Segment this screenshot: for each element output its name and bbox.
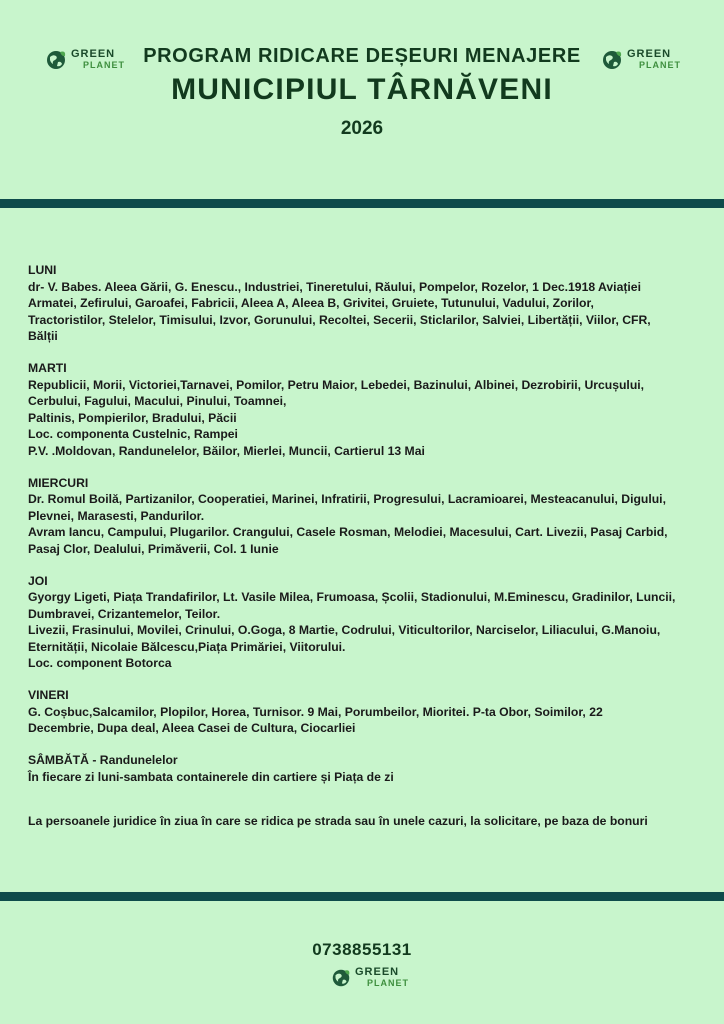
street-line: Loc. componenta Custelnic, Rampei (28, 427, 238, 441)
section-joi (28, 573, 700, 672)
street-line: Bălții (28, 329, 58, 343)
day-heading: JOI (28, 573, 48, 588)
logo-right (600, 48, 681, 72)
logo-word-planet: PLANET (367, 978, 409, 988)
day-heading: SÂMBĂTĂ - Randunelelor (28, 753, 178, 767)
title-year: 2026 (340, 118, 384, 139)
street-line: Eternității, Nicolaie Bălcescu,Piața Primăriei, Viitorului. (28, 639, 346, 654)
logo-word-green: GREEN (71, 48, 116, 60)
section-luni (28, 262, 700, 345)
street-line: Loc. component Botorca (28, 656, 172, 670)
street-line: P.V. .Moldovan, Randunelelor, Băilor, Mierlei, Muncii, Cartierul 13 Mai (28, 443, 425, 458)
day-heading: LUNI (28, 263, 57, 277)
day-heading: VINERI (28, 688, 69, 702)
globe-leaf-icon (330, 967, 352, 989)
street-line: Dr. Romul Boilă, Partizanilor, Cooperatiei, Marinei, Infratirii, Progresului, Lacramioarei, Mesteacanului, Digului, (28, 492, 666, 506)
legal-entities-note: La persoanele juridice în ziua în care se ridica pe strada sau în unele cazuri, la solicitare, pe baza de bonuri (28, 814, 648, 828)
street-line: Armatei, Zefirului, Garoafei, Fabricii, Aleea A, Aleea B, Grivitei, Gruiete, Tutunului, Vadului, Zorilor, (28, 296, 594, 310)
logo-word-green: GREEN (627, 48, 672, 60)
title-program: PROGRAM RIDICARE DEȘEURI MENAJERE (143, 45, 581, 67)
globe-leaf-icon (600, 48, 624, 72)
divider-bottom (0, 892, 724, 901)
section-marti (28, 360, 700, 459)
section-sambata (28, 752, 700, 830)
street-line: Decembrie, Dupa deal, Aleea Casei de Cultura, Ciocarliei (28, 721, 356, 735)
street-line: Avram Iancu, Campului, Plugarilor. Crangului, Casele Rosman, Melodiei, Macesului, Cart. Livezii, Pasaj Carbid, (28, 525, 668, 539)
street-line: Republicii, Morii, Victoriei,Tarnavei, Pomilor, Petru Maior, Lebedei, Bazinului, Albinei, Dezrobirii, Urcușului, (28, 377, 645, 392)
logo-word-planet: PLANET (83, 60, 125, 70)
street-line: Plevnei, Marasesti, Pandurilor. (28, 508, 205, 523)
street-line: Pasaj Clor, Dealului, Primăverii, Col. 1 Iunie (28, 541, 279, 556)
street-line: Gyorgy Ligeti, Piața Trandafirilor, Lt. Vasile Milea, Frumoasa, Școlii, Stadionului, M.Eminescu, Gradinilor, Luncii, (28, 590, 676, 604)
title-municipality: MUNICIPIUL TÂRNĂVENI (171, 73, 553, 106)
street-line: Paltinis, Pompierilor, Bradului, Păcii (28, 410, 237, 425)
street-line: Cerbului, Fagului, Macului, Pinului, Toamnei, (28, 394, 287, 408)
day-heading: MIERCURI (28, 475, 89, 490)
phone-number: 0738855131 (312, 940, 412, 959)
logo-word-green: GREEN (355, 966, 400, 978)
street-line: G. Coșbuc,Salcamilor, Plopilor, Horea, Turnisor. 9 Mai, Porumbeilor, Mioritei. P-ta Obor, Soimilor, 22 (28, 704, 603, 719)
schedule (28, 262, 700, 845)
street-line: dr- V. Babes. Aleea Gării, G. Enescu., Industriei, Tineretului, Răului, Pompelor, Rozelor, 1 Dec.1918 Aviației (28, 279, 641, 294)
divider-top (0, 199, 724, 208)
day-heading: MARTI (28, 361, 67, 375)
logo-word-planet: PLANET (639, 60, 681, 70)
logo-bottom (330, 967, 409, 989)
section-vineri (28, 687, 700, 737)
section-miercuri (28, 475, 700, 558)
header (0, 0, 724, 200)
street-line: În fiecare zi luni-sambata containerele din cartiere și Piața de zi (28, 769, 394, 784)
street-line: Dumbravei, Crizantemelor, Teilor. (28, 606, 221, 621)
street-line: Tractoristilor, Stelelor, Timisului, Izvor, Gorunului, Recoltei, Secerii, Sticlarilor, Salviei, Libertății, Viilor, CFR, (28, 312, 651, 327)
street-line: Livezii, Frasinului, Movilei, Crinului, O.Goga, 8 Martie, Codrului, Viticultorilor, Narciselor, Liliacului, G.Manoiu, (28, 623, 661, 637)
